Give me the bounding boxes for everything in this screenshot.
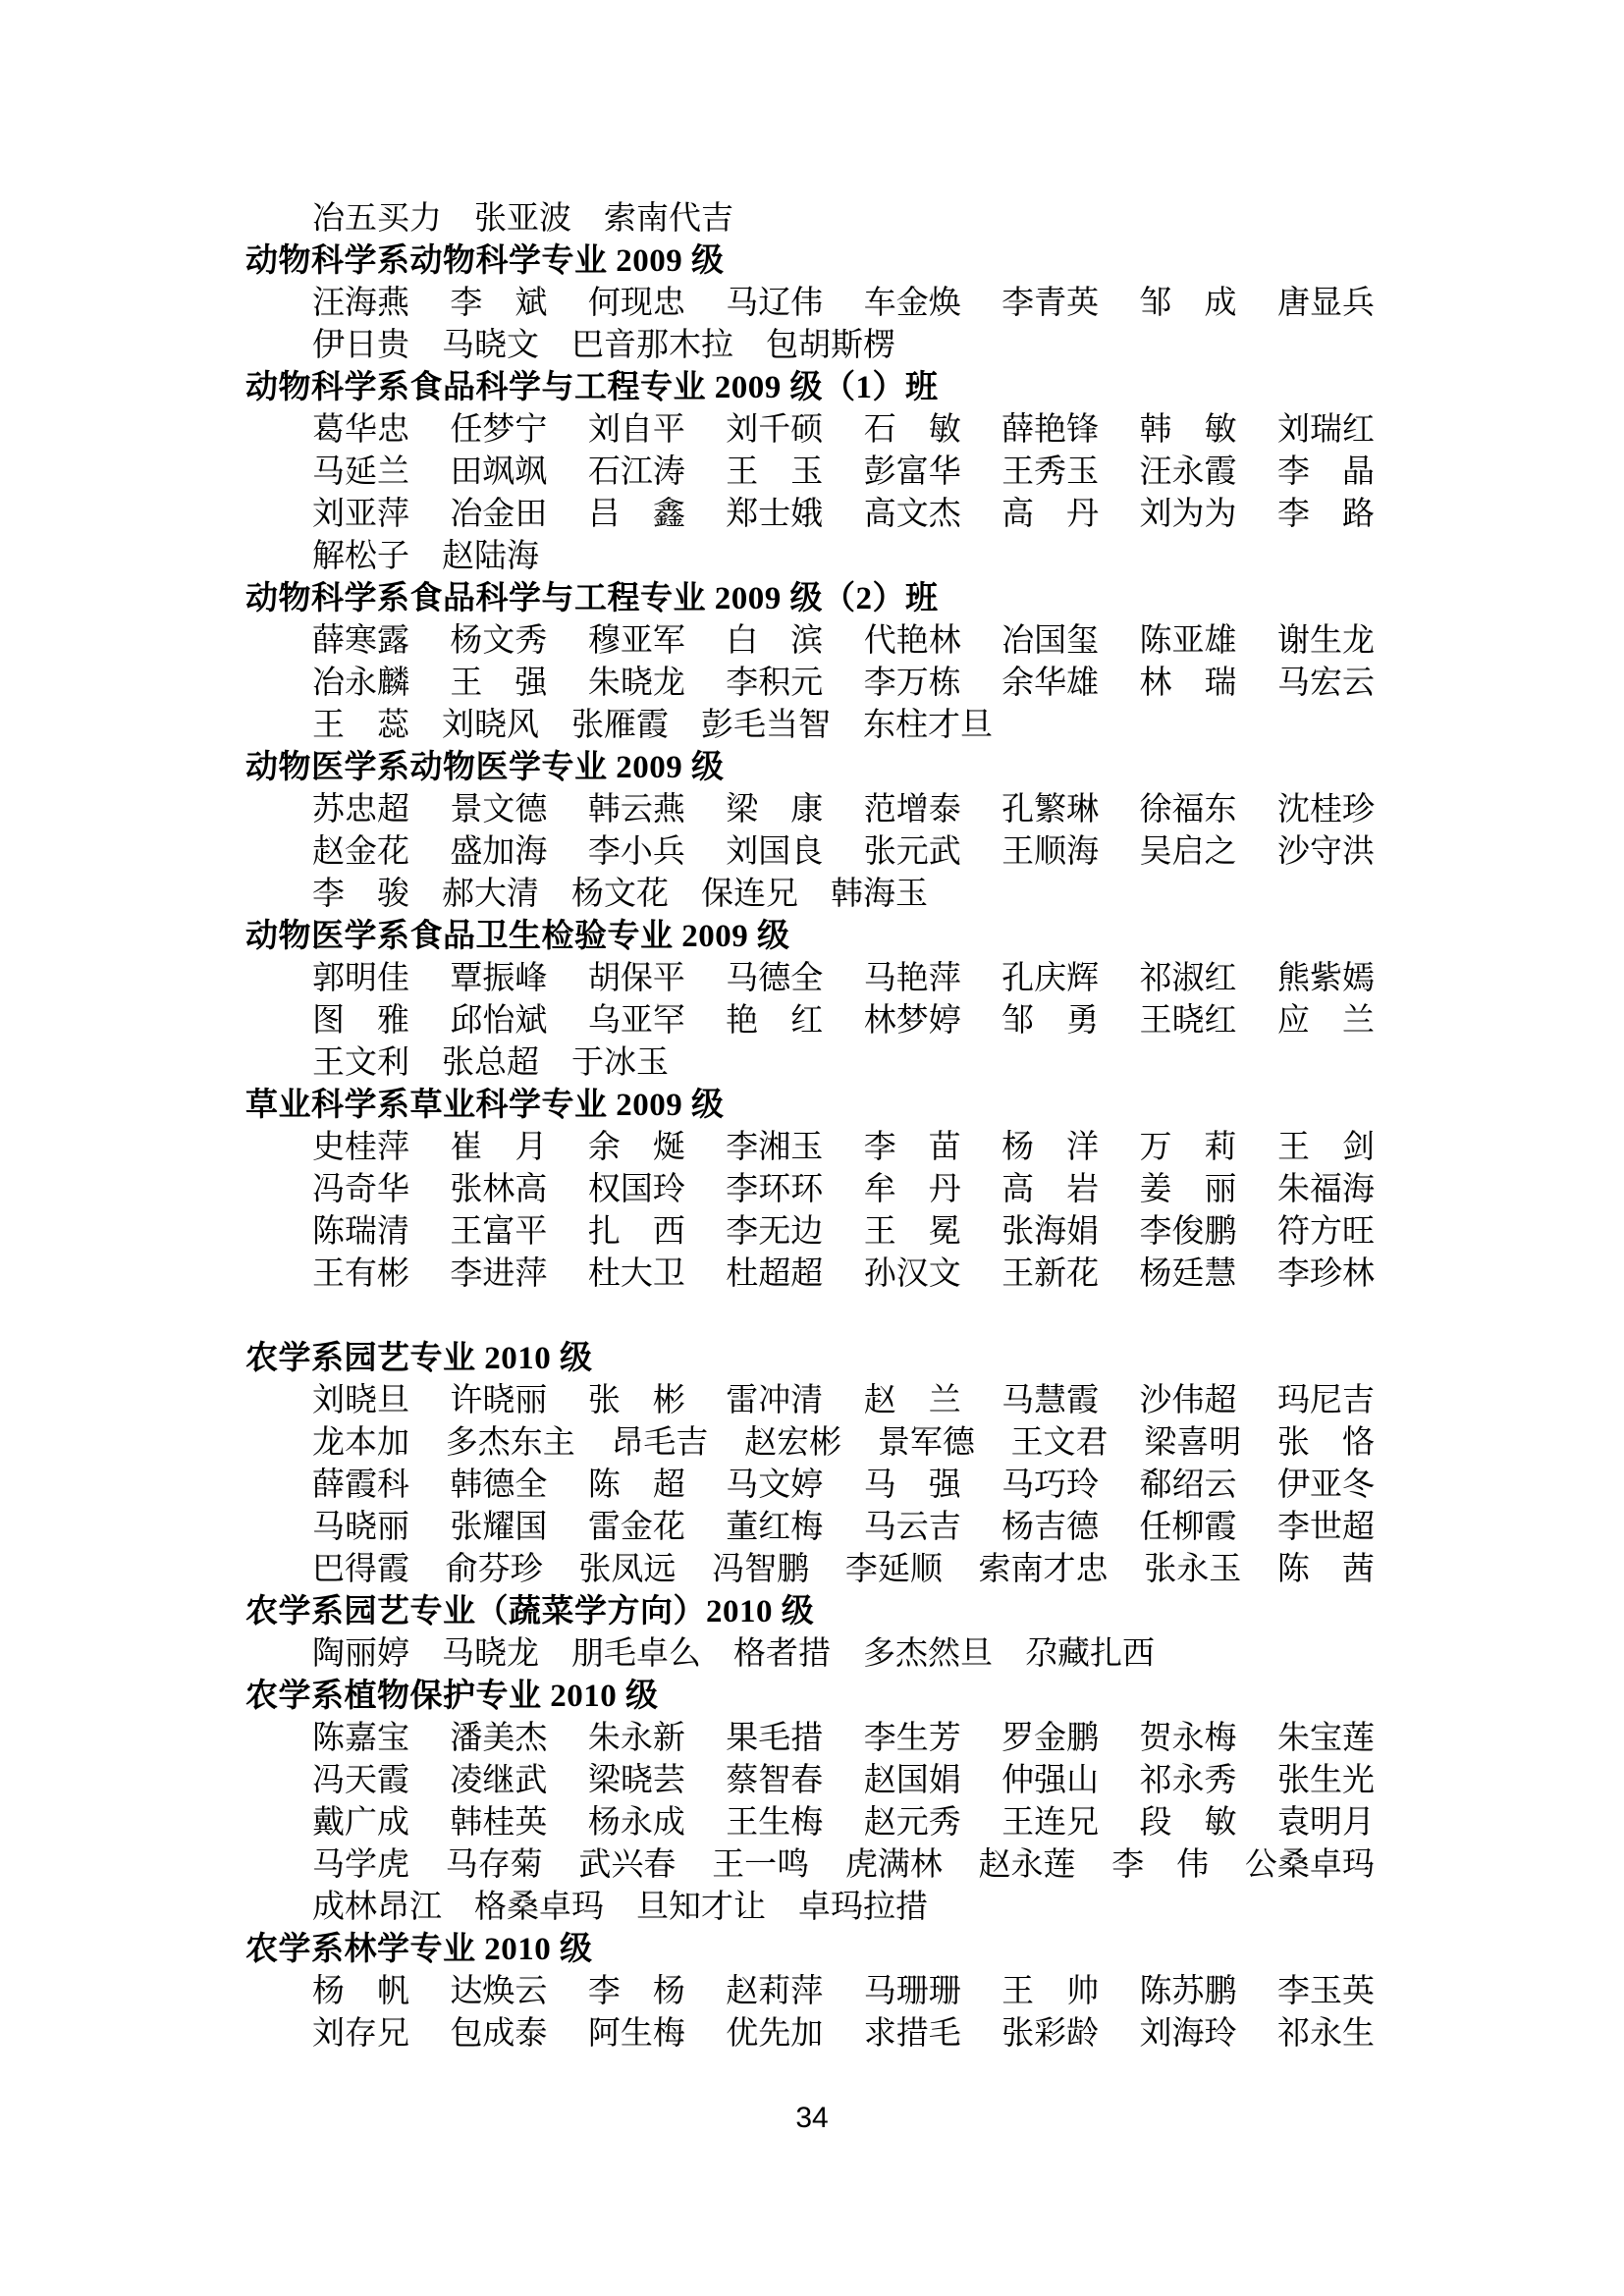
- student-name: 邹 成: [1139, 286, 1237, 321]
- student-name: 景军德: [877, 1425, 975, 1461]
- name-row: [312, 958, 1375, 1000]
- student-name: 张 恪: [1276, 1425, 1375, 1461]
- student-name: 朱宝莲: [1276, 1721, 1375, 1756]
- student-name: 格者措: [733, 1636, 831, 1672]
- name-row: [312, 620, 1375, 663]
- name-row: [312, 874, 1375, 916]
- student-name: 郝大清: [442, 877, 539, 912]
- student-name: 吕 鑫: [587, 497, 685, 532]
- student-name: 赵元秀: [863, 1805, 961, 1841]
- name-row: [312, 1718, 1375, 1760]
- section-heading: 农学系林学专业 2010 级: [245, 1932, 593, 1967]
- student-name: 杨 帆: [312, 1974, 409, 2009]
- student-name: 王 强: [450, 666, 548, 701]
- student-name: 赵国娟: [863, 1763, 961, 1798]
- student-name: 刘为为: [1139, 497, 1237, 532]
- name-row: [312, 1802, 1375, 1844]
- student-name: 保连兄: [701, 877, 798, 912]
- name-row: [312, 1633, 1375, 1676]
- student-name: 马晓文: [442, 328, 539, 363]
- student-name: 田飒飒: [450, 454, 548, 490]
- student-name: 赵陆海: [442, 539, 539, 574]
- student-name: 成林昂江: [312, 1890, 442, 1925]
- student-name: 陈瑞清: [312, 1214, 409, 1250]
- student-name: 姜 丽: [1139, 1172, 1237, 1207]
- name-row: [312, 1380, 1375, 1422]
- student-name: 郭明佳: [312, 961, 409, 996]
- student-name: 李延顺: [844, 1552, 943, 1587]
- student-name: 符方旺: [1276, 1214, 1375, 1250]
- student-name: 冯智鹏: [712, 1552, 810, 1587]
- student-name: 东柱才旦: [863, 708, 993, 743]
- student-name: 林梦婷: [863, 1003, 961, 1039]
- student-name: 杨 洋: [1001, 1130, 1100, 1165]
- section-heading: 动物科学系食品科学与工程专业 2009 级（2）班: [245, 581, 939, 616]
- student-name: 俞芬珍: [445, 1552, 543, 1587]
- student-name: 孔庆辉: [1001, 961, 1100, 996]
- blank-line: [245, 1296, 1375, 1338]
- student-name: 马辽伟: [726, 286, 824, 321]
- student-name: 胡保平: [587, 961, 685, 996]
- student-name: 王 冕: [863, 1214, 961, 1250]
- student-name: 张总超: [442, 1045, 539, 1081]
- student-name: 卓玛拉措: [798, 1890, 928, 1925]
- name-row: [312, 1000, 1375, 1042]
- student-name: 李青英: [1001, 286, 1100, 321]
- student-name: 张元武: [863, 834, 961, 870]
- student-name: 武兴春: [578, 1847, 677, 1883]
- student-name: 冶金田: [450, 497, 548, 532]
- student-name: 牟 丹: [863, 1172, 961, 1207]
- student-name: 高 丹: [1001, 497, 1100, 532]
- student-name: 邹 勇: [1001, 1003, 1100, 1039]
- student-name: 尕藏扎西: [1025, 1636, 1155, 1672]
- name-row: [312, 1127, 1375, 1169]
- student-name: 贺永梅: [1139, 1721, 1237, 1756]
- student-name: 乌亚罕: [587, 1003, 685, 1039]
- student-name: 张彩龄: [1001, 2016, 1100, 2052]
- student-name: 陈苏鹏: [1139, 1974, 1237, 2009]
- student-name: 包胡斯楞: [766, 328, 895, 363]
- student-name: 赵永莲: [978, 1847, 1076, 1883]
- roster-content: [245, 198, 1375, 2056]
- student-name: 沙伟超: [1139, 1383, 1237, 1418]
- student-name: 韩海玉: [831, 877, 928, 912]
- student-name: 祁淑红: [1139, 961, 1237, 996]
- student-name: 李进萍: [450, 1256, 548, 1292]
- student-name: 刘存兄: [312, 2016, 409, 2052]
- student-name: 穆亚军: [587, 623, 685, 659]
- student-name: 杨文秀: [450, 623, 548, 659]
- student-name: 伊日贵: [312, 328, 409, 363]
- student-name: 多杰然旦: [863, 1636, 993, 1672]
- student-name: 陈 超: [587, 1468, 685, 1503]
- student-name: 冶国玺: [1001, 623, 1100, 659]
- student-name: 赵金花: [312, 834, 409, 870]
- student-name: 汪海燕: [312, 286, 409, 321]
- student-name: 王文利: [312, 1045, 409, 1081]
- student-name: 李 晶: [1276, 454, 1375, 490]
- student-name: 陶丽婷: [312, 1636, 409, 1672]
- student-name: 杨文花: [571, 877, 669, 912]
- student-name: 杨吉德: [1001, 1510, 1100, 1545]
- student-name: 果毛措: [726, 1721, 824, 1756]
- student-name: 张亚波: [474, 201, 571, 237]
- student-name: 汪永霞: [1139, 454, 1237, 490]
- student-name: 覃振峰: [450, 961, 548, 996]
- student-name: 扎 西: [587, 1214, 685, 1250]
- student-name: 图 雅: [312, 1003, 409, 1039]
- student-name: 雷金花: [587, 1510, 685, 1545]
- student-name: 解松子: [312, 539, 409, 574]
- student-name: 梁 康: [726, 792, 824, 828]
- section-heading: 农学系园艺专业（蔬菜学方向）2010 级: [245, 1594, 815, 1629]
- name-row: [312, 1254, 1375, 1296]
- student-name: 余华雄: [1001, 666, 1100, 701]
- student-name: 唐显兵: [1276, 286, 1375, 321]
- student-name: 刘海玲: [1139, 2016, 1237, 2052]
- student-name: 龙本加: [312, 1425, 409, 1461]
- student-name: 刘瑞红: [1276, 412, 1375, 448]
- student-name: 阿生梅: [587, 2016, 685, 2052]
- student-name: 杜超超: [726, 1256, 824, 1292]
- student-name: 王 蕊: [312, 708, 409, 743]
- student-name: 王新花: [1001, 1256, 1100, 1292]
- student-name: 陈嘉宝: [312, 1721, 409, 1756]
- student-name: 马云吉: [863, 1510, 961, 1545]
- student-name: 梁晓芸: [587, 1763, 685, 1798]
- name-row: [312, 1971, 1375, 2013]
- student-name: 杨永成: [587, 1805, 685, 1841]
- student-name: 索南才忠: [978, 1552, 1109, 1587]
- student-name: 凌继武: [450, 1763, 548, 1798]
- student-name: 段 敏: [1139, 1805, 1237, 1841]
- student-name: 赵 兰: [863, 1383, 961, 1418]
- student-name: 张凤远: [578, 1552, 677, 1587]
- student-name: 公桑卓玛: [1244, 1847, 1375, 1883]
- page-number: 34: [795, 2102, 829, 2134]
- name-row: [312, 705, 1375, 747]
- student-name: 李珍林: [1276, 1256, 1375, 1292]
- student-name: 优先加: [726, 2016, 824, 2052]
- student-name: 王晓红: [1139, 1003, 1237, 1039]
- student-name: 沈桂珍: [1276, 792, 1375, 828]
- name-row: [312, 2013, 1375, 2056]
- student-name: 陈 茜: [1276, 1552, 1375, 1587]
- student-name: 雷冲清: [726, 1383, 824, 1418]
- student-name: 包成泰: [450, 2016, 548, 2052]
- student-name: 马艳萍: [863, 961, 961, 996]
- student-name: 应 兰: [1276, 1003, 1375, 1039]
- student-name: 潘美杰: [450, 1721, 548, 1756]
- student-name: 李玉英: [1276, 1974, 1375, 2009]
- student-name: 权国玲: [587, 1172, 685, 1207]
- student-name: 马 强: [863, 1468, 961, 1503]
- name-row: [312, 536, 1375, 578]
- student-name: 王 帅: [1001, 1974, 1100, 2009]
- student-name: 吴启之: [1139, 834, 1237, 870]
- student-name: 杨廷慧: [1139, 1256, 1237, 1292]
- student-name: 薛寒露: [312, 623, 409, 659]
- student-name: 冯奇华: [312, 1172, 409, 1207]
- student-name: 马巧玲: [1001, 1468, 1100, 1503]
- student-name: 代艳林: [863, 623, 961, 659]
- student-name: 董红梅: [726, 1510, 824, 1545]
- name-row: [312, 1465, 1375, 1507]
- student-name: 万 莉: [1139, 1130, 1237, 1165]
- name-row: [312, 789, 1375, 831]
- student-name: 刘晓风: [442, 708, 539, 743]
- student-name: 马慧霞: [1001, 1383, 1100, 1418]
- student-name: 韩 敏: [1139, 412, 1237, 448]
- name-row: [312, 1887, 1375, 1929]
- student-name: 索南代吉: [604, 201, 733, 237]
- student-name: 车金焕: [863, 286, 961, 321]
- student-name: 刘晓旦: [312, 1383, 409, 1418]
- student-name: 苏忠超: [312, 792, 409, 828]
- section-heading: 动物科学系动物科学专业 2009 级: [245, 243, 725, 279]
- name-row: [312, 1760, 1375, 1802]
- name-row: [312, 1211, 1375, 1254]
- name-row: [312, 1422, 1375, 1465]
- student-name: 史桂萍: [312, 1130, 409, 1165]
- name-row: [312, 1169, 1375, 1211]
- student-name: 景文德: [450, 792, 548, 828]
- student-name: 于冰玉: [571, 1045, 669, 1081]
- student-name: 仲强山: [1001, 1763, 1100, 1798]
- student-name: 刘千硕: [726, 412, 824, 448]
- student-name: 李俊鹏: [1139, 1214, 1237, 1250]
- student-name: 梁喜明: [1144, 1425, 1242, 1461]
- student-name: 张海娟: [1001, 1214, 1100, 1250]
- student-name: 朱晓龙: [587, 666, 685, 701]
- name-row: [312, 831, 1375, 874]
- student-name: 袁明月: [1276, 1805, 1375, 1841]
- student-name: 韩云燕: [587, 792, 685, 828]
- student-name: 刘国良: [726, 834, 824, 870]
- student-name: 王有彬: [312, 1256, 409, 1292]
- student-name: 赵莉萍: [726, 1974, 824, 2009]
- student-name: 彭毛当智: [701, 708, 831, 743]
- student-name: 石江涛: [587, 454, 685, 490]
- student-name: 马珊珊: [863, 1974, 961, 2009]
- student-name: 范增泰: [863, 792, 961, 828]
- student-name: 马晓龙: [442, 1636, 539, 1672]
- student-name: 赵宏彬: [744, 1425, 842, 1461]
- student-name: 王秀玉: [1001, 454, 1100, 490]
- student-name: 谢生龙: [1276, 623, 1375, 659]
- student-name: 李万栋: [863, 666, 961, 701]
- student-name: 孙汉文: [863, 1256, 961, 1292]
- student-name: 李无边: [726, 1214, 824, 1250]
- name-row: [312, 663, 1375, 705]
- name-row: [312, 1549, 1375, 1591]
- student-name: 马存菊: [445, 1847, 543, 1883]
- student-name: 孔繁琳: [1001, 792, 1100, 828]
- student-name: 李 骏: [312, 877, 409, 912]
- student-name: 刘自平: [587, 412, 685, 448]
- student-name: 何现忠: [587, 286, 685, 321]
- name-row: [312, 494, 1375, 536]
- student-name: 薛霞科: [312, 1468, 409, 1503]
- student-name: 高 岩: [1001, 1172, 1100, 1207]
- student-name: 马德全: [726, 961, 824, 996]
- student-name: 巴得霞: [312, 1552, 409, 1587]
- name-row: [312, 1844, 1375, 1887]
- student-name: 韩桂英: [450, 1805, 548, 1841]
- student-name: 徐福东: [1139, 792, 1237, 828]
- student-name: 薛艳锋: [1001, 412, 1100, 448]
- name-row: [312, 452, 1375, 494]
- student-name: 张耀国: [450, 1510, 548, 1545]
- student-name: 冯天霞: [312, 1763, 409, 1798]
- student-name: 余 烻: [587, 1130, 685, 1165]
- student-name: 王文君: [1010, 1425, 1109, 1461]
- student-name: 王一鸣: [712, 1847, 810, 1883]
- student-name: 李环环: [726, 1172, 824, 1207]
- student-name: 任柳霞: [1139, 1510, 1237, 1545]
- student-name: 罗金鹏: [1001, 1721, 1100, 1756]
- student-name: 高文杰: [863, 497, 961, 532]
- student-name: 许晓丽: [450, 1383, 548, 1418]
- student-name: 艳 红: [726, 1003, 824, 1039]
- section-heading: 动物医学系动物医学专业 2009 级: [245, 750, 725, 785]
- student-name: 李 伟: [1111, 1847, 1210, 1883]
- student-name: 杜大卫: [587, 1256, 685, 1292]
- student-name: 昂毛吉: [611, 1425, 709, 1461]
- section-heading: 农学系植物保护专业 2010 级: [245, 1679, 659, 1714]
- student-name: 白 滨: [726, 623, 824, 659]
- student-name: 熊紫嫣: [1276, 961, 1375, 996]
- student-name: 王连兄: [1001, 1805, 1100, 1841]
- student-name: 祁永秀: [1139, 1763, 1237, 1798]
- student-name: 张生光: [1276, 1763, 1375, 1798]
- student-name: 李湘玉: [726, 1130, 824, 1165]
- student-name: 祁永生: [1276, 2016, 1375, 2052]
- name-row: [312, 198, 1375, 240]
- name-row: [312, 283, 1375, 325]
- student-name: 达焕云: [450, 1974, 548, 2009]
- student-name: 李 杨: [587, 1974, 685, 2009]
- student-name: 马文婷: [726, 1468, 824, 1503]
- student-name: 求措毛: [863, 2016, 961, 2052]
- section-heading: 动物科学系食品科学与工程专业 2009 级（1）班: [245, 370, 939, 405]
- student-name: 葛华忠: [312, 412, 409, 448]
- student-name: 王 剑: [1276, 1130, 1375, 1165]
- student-name: 郗绍云: [1139, 1468, 1237, 1503]
- name-row: [312, 1507, 1375, 1549]
- student-name: 李生芳: [863, 1721, 961, 1756]
- student-name: 张 彬: [587, 1383, 685, 1418]
- student-name: 石 敏: [863, 412, 961, 448]
- section-heading: 动物医学系食品卫生检验专业 2009 级: [245, 919, 790, 954]
- student-name: 韩德全: [450, 1468, 548, 1503]
- student-name: 彭富华: [863, 454, 961, 490]
- student-name: 李 路: [1276, 497, 1375, 532]
- name-row: [312, 409, 1375, 452]
- student-name: 马宏云: [1276, 666, 1375, 701]
- student-name: 巴音那木拉: [571, 328, 733, 363]
- student-name: 朱福海: [1276, 1172, 1375, 1207]
- student-name: 张雁霞: [571, 708, 669, 743]
- student-name: 刘亚萍: [312, 497, 409, 532]
- section-heading: 农学系园艺专业 2010 级: [245, 1341, 593, 1376]
- student-name: 盛加海: [450, 834, 548, 870]
- student-name: 马学虎: [312, 1847, 409, 1883]
- student-name: 王 玉: [726, 454, 824, 490]
- student-name: 王生梅: [726, 1805, 824, 1841]
- student-name: 玛尼吉: [1276, 1383, 1375, 1418]
- student-name: 朋毛卓么: [571, 1636, 701, 1672]
- student-name: 张永玉: [1144, 1552, 1242, 1587]
- student-name: 郑士娥: [726, 497, 824, 532]
- student-name: 冶五买力: [312, 201, 442, 237]
- name-row: [312, 325, 1375, 367]
- student-name: 马晓丽: [312, 1510, 409, 1545]
- student-name: 崔 月: [450, 1130, 548, 1165]
- student-name: 格桑卓玛: [474, 1890, 604, 1925]
- student-name: 李 苗: [863, 1130, 961, 1165]
- student-name: 李 斌: [450, 286, 548, 321]
- student-name: 邱怡斌: [450, 1003, 548, 1039]
- student-name: 王富平: [450, 1214, 548, 1250]
- student-name: 任梦宁: [450, 412, 548, 448]
- student-name: 沙守洪: [1276, 834, 1375, 870]
- section-heading: 草业科学系草业科学专业 2009 级: [245, 1088, 725, 1123]
- student-name: 王顺海: [1001, 834, 1100, 870]
- student-name: 李世超: [1276, 1510, 1375, 1545]
- student-name: 马延兰: [312, 454, 409, 490]
- student-name: 蔡智春: [726, 1763, 824, 1798]
- student-name: 李积元: [726, 666, 824, 701]
- name-row: [312, 1042, 1375, 1085]
- student-name: 陈亚雄: [1139, 623, 1237, 659]
- student-name: 李小兵: [587, 834, 685, 870]
- student-name: 伊亚冬: [1276, 1468, 1375, 1503]
- student-name: 虎满林: [844, 1847, 943, 1883]
- student-name: 林 瑞: [1139, 666, 1237, 701]
- student-name: 朱永新: [587, 1721, 685, 1756]
- student-name: 旦知才让: [636, 1890, 766, 1925]
- student-name: 张林高: [450, 1172, 548, 1207]
- student-name: 戴广成: [312, 1805, 409, 1841]
- student-name: 多杰东主: [445, 1425, 575, 1461]
- student-name: 冶永麟: [312, 666, 409, 701]
